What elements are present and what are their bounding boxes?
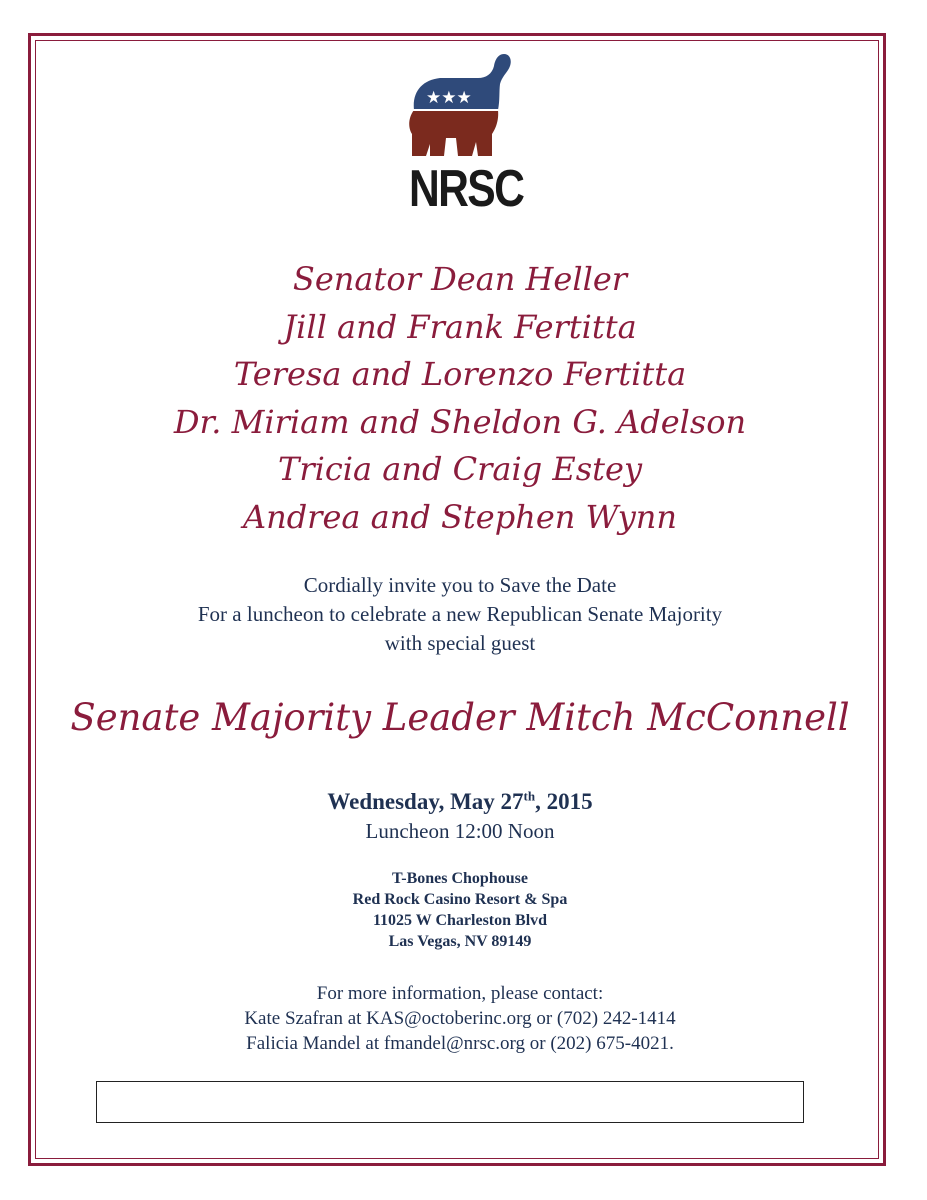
host-name: Dr. Miriam and Sheldon G. Adelson xyxy=(173,402,747,441)
contact-line: Kate Szafran at KAS@octoberinc.org or (702) 242-1414 xyxy=(244,1008,676,1029)
special-guest: Senate Majority Leader Mitch McConnell xyxy=(70,696,850,739)
contact-line: Falicia Mandel at fmandel@nrsc.org or (202) 675-4021. xyxy=(246,1033,674,1054)
event-date-main: Wednesday, May 27 xyxy=(327,789,524,814)
host-name: Tricia and Craig Estey xyxy=(277,450,643,488)
contact-heading: For more information, please contact: xyxy=(316,983,604,1004)
host-name: Jill and Frank Fertitta xyxy=(283,307,637,346)
invitation-text xyxy=(60,571,860,658)
event-date-year: , 2015 xyxy=(535,789,593,814)
venue-line: Las Vegas, NV 89149 xyxy=(388,933,532,950)
venue-address xyxy=(60,868,860,952)
contact-info xyxy=(60,981,860,1056)
host-name: Teresa and Lorenzo Fertitta xyxy=(233,355,687,393)
invite-line: Cordially invite you to Save the Date xyxy=(303,573,617,597)
venue-line: Red Rock Casino Resort & Spa xyxy=(352,891,568,908)
event-date xyxy=(60,786,860,817)
nrsc-logo xyxy=(400,50,524,220)
venue-line: T-Bones Chophouse xyxy=(392,870,528,887)
invite-line: with special guest xyxy=(384,631,536,655)
host-list xyxy=(60,256,860,541)
invite-line: For a luncheon to celebrate a new Republican Senate Majority xyxy=(197,602,723,626)
logo-wordmark: NRSC xyxy=(409,160,524,218)
elephant-icon xyxy=(400,50,512,160)
logo-stars: ★★★ xyxy=(426,88,472,108)
host-name: Senator Dean Heller xyxy=(292,260,628,298)
blank-box xyxy=(96,1081,804,1123)
host-name: Andrea and Stephen Wynn xyxy=(242,497,678,536)
event-date-ordinal: th xyxy=(523,788,536,804)
event-time: Luncheon 12:00 Noon xyxy=(365,819,555,843)
event-details xyxy=(60,786,860,846)
venue-line: 11025 W Charleston Blvd xyxy=(372,912,548,929)
